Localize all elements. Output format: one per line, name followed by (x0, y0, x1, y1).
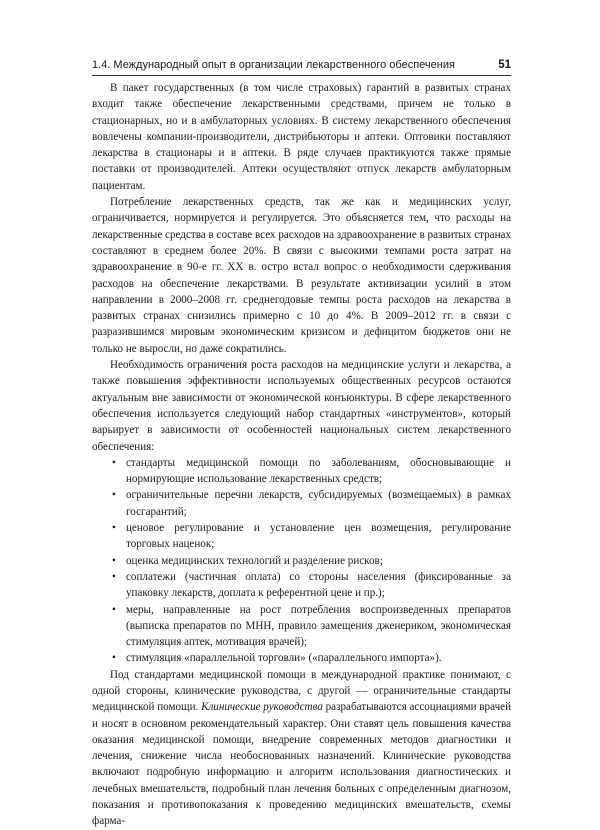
bullet-icon: • (112, 522, 116, 535)
list-item-text: стимуляция «параллельной торговли» («параллельного импорта»). (126, 652, 442, 665)
instruments-list (92, 455, 511, 667)
list-item (92, 455, 511, 488)
list-item-text: оценка медицинских технологий и разделение рисков; (126, 554, 383, 567)
paragraph-4 (92, 667, 511, 830)
paragraph-2: Потребление лекарственных средств, так же как и медицинских услуг, ограничивается, нормируется и регулируется. Это объясняется тем, что расходы на лекарственные средства в составе всех расходов на здравоохранение в развитых странах составляют в среднем более 20%. В связи с высокими темпами роста затрат на здравоохранение в 90-е гг. ХХ в. остро встал вопрос о необходимости сдерживания расходов на обеспечение лекарствами. В результате активизации усилий в этом направлении в 2000–2008 гг. среднегодовые темпы роста расходов на лекарства в развитых странах снизились примерно с 10 до 4%. В 2009–2012 гг. в связи с разразившимся мировым экономическим кризисом и дефицитом бюджетов они не только не выросли, но даже сократились. (92, 196, 511, 355)
bullet-icon: • (112, 554, 116, 567)
bullet-icon: • (112, 570, 116, 583)
bullet-icon: • (112, 652, 116, 665)
list-item-text: ограничительные перечни лекарств, субсидируемых (возмещаемых) в рамках госгарантий; (126, 489, 511, 518)
page-number: 51 (498, 59, 511, 71)
paragraph-1: В пакет государственных (в том числе страховых) гарантий в развитых странах входит также обеспечение лекарственными средствами, причем не только в стационарных, но и в амбулаторных условиях. В систему лекарственного обеспечения вовлечены компании-производители, дистрибьюторы и аптеки. Оптовики поставляют лекарства в стационары и в аптеки. В ряде случаев практикуются также прямые поставки от производителей. Аптеки осуществляют отпуск лекарств амбулаторным пациентам. (92, 82, 511, 192)
list-item-text: стандарты медицинской помощи по заболеваниям, обосновывающие и нормирующие использование лекарственных средств; (126, 456, 511, 486)
bullet-icon: • (112, 489, 116, 502)
body-text (92, 80, 511, 830)
italic-term: Клинические руководства (201, 701, 323, 714)
list-item (92, 520, 511, 553)
list-item (92, 569, 511, 602)
paragraph-4-intro: Под стандартами медицинской помощи в международной практике понимают, с одной стороны, клинические руководства, с другой — ограничительные стандарты медицинской помощи. (92, 668, 511, 714)
paragraph-4-rest: разрабатываются ассоциациями врачей и носят в основном рекомендательный характер. Они ставят цель повышения качества оказания медицинской помощи, внедрение современных методов диагностики и лечения, снижение числа необоснованных назначений. Клинические руководства включают подробную информацию и алгоритм использования диагностических и лечебных вмешательств, подробный план лечения больных с определенным диагнозом, показания и противопоказания к проведению медицинских вмешательств, схемы фарма- (92, 701, 512, 828)
bullet-icon: • (112, 603, 116, 616)
list-item (92, 553, 511, 569)
list-item-text: ценовое регулирование и установление цен возмещения, регулирование торговых наценок; (126, 522, 511, 551)
chapter-title: 1.4. Международный опыт в организации лекарственного обеспечения (92, 59, 455, 71)
list-item-text: соплатежи (частичная оплата) со стороны населения (фиксированные за упаковку лекарств, доплата к референтной цене и пр.); (126, 570, 511, 600)
list-item (92, 650, 511, 666)
list-item (92, 602, 511, 651)
list-item (92, 487, 511, 520)
paragraph-3: Необходимость ограничения роста расходов на медицинские услуги и лекарства, а также повышения эффективности используемых общественных ресурсов остаются актуальным вне зависимости от экономической конъюнктуры. В сфере лекарственного обеспечения используется следующий набор стандартных «инструментов», который варьирует в зависимости от особенностей национальных систем лекарственного обеспечения: (92, 359, 511, 453)
running-head (92, 53, 511, 76)
list-item-text: меры, направленные на рост потребления воспроизведенных препаратов (выписка препаратов по МНН, правило замещения дженериком, экономическая стимуляция аптек, мотивация врачей); (126, 603, 511, 649)
bullet-icon: • (112, 456, 116, 469)
